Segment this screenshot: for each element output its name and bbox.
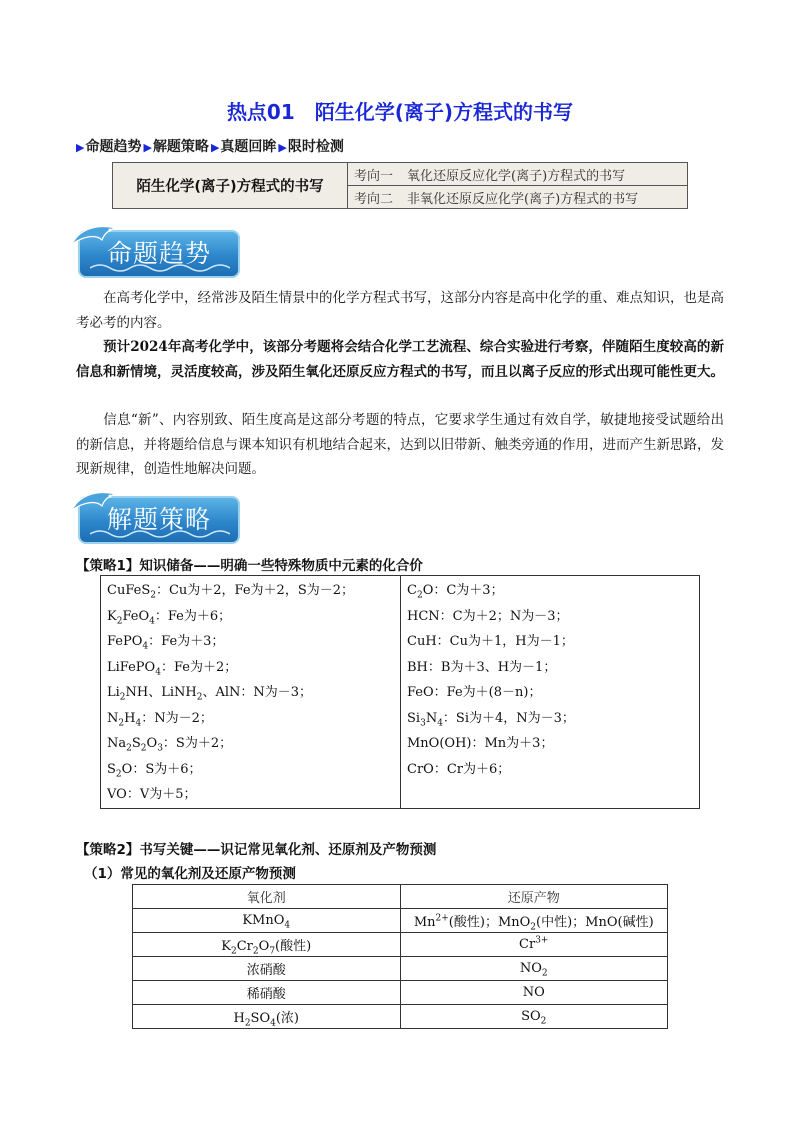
oxidant-cell: $K_2Cr_2O_7$(酸性) [133,933,401,957]
valence-text: ：Fe为＋6； [154,608,232,624]
triangle-icon: ▶ [76,141,85,154]
valence-item-left-4 [107,680,394,706]
valence-item-left-3 [107,655,394,681]
table-row [133,957,668,981]
dolphin-icon [70,222,122,248]
direction-2: 考向二 非氧化还原反应化学(离子)方程式的书写 [348,186,688,209]
formula: VO [107,787,127,802]
oxidant-subtitle: （1）常见的氧化剂及还原产物预测 [84,866,296,882]
valence-item-left-7 [107,757,394,783]
nav-item-strategy[interactable]: 解题策略 [152,139,209,155]
valence-text: ：Cu为＋1，H为－1； [436,634,574,649]
oxidant-cell: KMnO$_4$ [133,909,401,933]
product-cell: $SO_2$ [400,1005,668,1029]
valence-text: ：S为＋6； [132,761,202,777]
formula: $Li_2NH$、LiNH$_2$、AlN [107,685,241,703]
product-cell: NO [400,981,668,1005]
valence-item-left-6 [107,731,394,757]
valence-item-right-3 [407,655,693,681]
valence-item-left-0 [107,578,394,604]
formula: BH [407,659,428,675]
valence-text: ：N为－2； [141,710,213,726]
valence-item-right-2 [407,629,693,655]
wave-decoration-icon [90,528,230,540]
valence-text: ：Fe为＋3； [148,634,225,649]
valence-text: ：Si为＋4，N为－3； [442,710,575,726]
formula: HCN [407,608,440,624]
valence-item-right-4 [407,680,693,706]
banner-strategy-label: 解题策略 [106,505,211,534]
section-nav [76,136,346,156]
formula: FePO$_4$ [107,634,149,652]
topic-summary-table [112,162,688,209]
banner-strategy [70,488,242,546]
valence-text: ：Cr为＋6； [433,761,511,777]
banner-trend-label: 命题趋势 [106,239,211,268]
triangle-icon: ▶ [278,141,287,154]
triangle-icon: ▶ [210,141,220,154]
paragraph-3: 信息“新”、内容别致、陌生度高是这部分考题的特点，它要求学生通过有效自学，敏捷地接受试题给出的新信息，并将题给信息与课本知识有机地结合起来，达到以旧带新、触类旁通的作用，进而产生新思路，发现新规律，创造性地解决问题。 [76,412,724,477]
valence-item-left-1 [107,604,394,630]
valence-text: ：Fe为＋(8－n)； [433,685,542,700]
table-row [133,981,668,1005]
formula: $N_2H_4$ [107,710,142,729]
valence-item-right-7 [407,757,693,783]
valence-text: ：Fe为＋2； [160,659,238,675]
page-title: 热点01 陌生化学(离子)方程式的书写 [226,100,574,124]
strategy-1-title: 【策略1】知识储备——明确一些特殊物质中元素的化合价 [76,558,423,574]
valence-text: ：V为＋5； [126,787,197,802]
formula: $K_2FeO_4$ [107,608,155,627]
table-row [133,909,668,933]
valence-column-left [101,576,401,809]
strategy-2-title: 【策略2】书写关键——识记常见氧化剂、还原剂及产物预测 [76,842,437,858]
valence-item-right-1 [407,604,693,630]
product-cell: $Cr^{3+}$ [400,933,668,957]
formula: MnO(OH) [407,736,472,751]
product-cell: $NO_2$ [400,957,668,981]
formula: CrO [407,761,434,777]
valence-text: ：Cu为＋2，Fe为＋2，S为－2； [155,583,355,598]
formula: $Na_2S_2O_3$ [107,736,163,754]
paragraph-1: 在高考化学中，经常涉及陌生情景中的化学方程式书写，这部分内容是高中化学的重、难点知识，也是高考必考的内容。 [76,290,724,331]
wave-decoration-icon [90,262,230,274]
formula: $C_2O$ [407,583,434,601]
valence-table [100,575,700,809]
valence-text: ：C为＋3； [433,583,504,598]
formula: LiFePO$_4$ [107,659,161,678]
valence-column-right [401,576,700,809]
valence-text: ：C为＋2；N为－3； [439,608,569,624]
oxidant-cell: 浓硝酸 [133,957,401,981]
banner-trend [70,222,242,280]
valence-item-left-2 [107,629,394,655]
formula: CuFeS$_2$ [107,583,156,601]
formula: $Si_3N_4$ [407,710,443,729]
valence-item-right-6 [407,731,693,757]
valence-item-left-8 [107,782,394,808]
valence-item-right-0 [407,578,693,604]
oxidant-table [132,884,668,1029]
nav-item-review[interactable]: 真题回眸 [220,139,277,155]
direction-1: 考向一 氧化还原反应化学(离子)方程式的书写 [348,163,688,186]
table-row [133,933,668,957]
header-product: 还原产物 [400,885,668,909]
paragraph-2: 预计2024年高考化学中，该部分考题将会结合化学工艺流程、综合实验进行考察，伴随陌生度较高的新信息和新情境，灵活度较高，涉及陌生氧化还原反应方程式的书写，而且以离子反应的形式出现可能性更大。 [76,339,724,380]
valence-text: ：S为＋2； [162,736,233,751]
dolphin-icon [70,488,122,514]
formula: CuH [407,634,437,649]
formula: FeO [407,685,434,700]
triangle-icon: ▶ [143,141,152,154]
valence-text: ：Mn为＋3； [471,736,554,751]
oxidant-cell: $H_2SO_4$(浓) [133,1005,401,1029]
product-cell: $Mn^{2+}$(酸性)；MnO$_2$(中性)；MnO(碱性) [400,909,668,933]
valence-item-right-5 [407,706,693,732]
valence-text: ：N为－3； [240,685,313,700]
nav-item-test[interactable]: 限时检测 [287,139,344,155]
oxidant-cell: 稀硝酸 [133,981,401,1005]
nav-item-trend[interactable]: 命题趋势 [85,139,142,155]
table-row [133,1005,668,1029]
topic-cell: 陌生化学(离子)方程式的书写 [113,163,348,209]
valence-text: ：B为＋3、H为－1； [427,659,557,675]
valence-item-left-5 [107,706,394,732]
formula: $S_2O$ [107,761,133,780]
header-oxidant: 氧化剂 [133,885,401,909]
